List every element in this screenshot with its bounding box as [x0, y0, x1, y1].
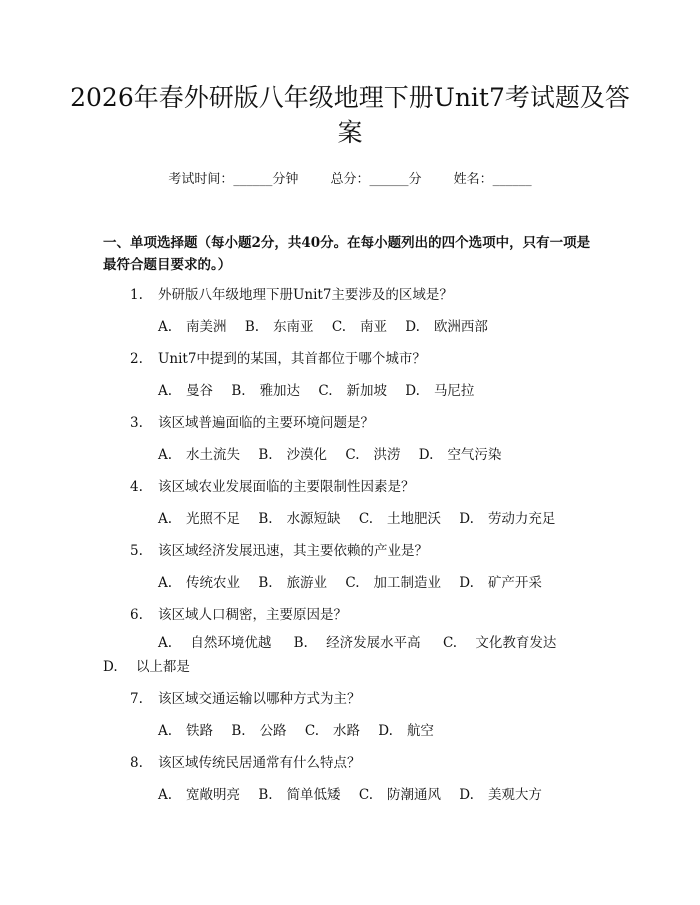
option-letter: B. — [244, 319, 260, 335]
option — [345, 447, 400, 463]
option-letter: C. — [304, 723, 319, 739]
option-text: 劳动力充足 — [487, 511, 556, 527]
question-number: 1. — [130, 287, 143, 303]
option-letter: C. — [345, 575, 360, 591]
option — [359, 787, 441, 803]
option — [305, 723, 360, 739]
option-letter: C. — [358, 511, 373, 527]
option-letter: A. — [158, 723, 173, 739]
option-letter: D. — [459, 511, 474, 527]
option-letter: C. — [358, 787, 373, 803]
option-text: 旅游业 — [286, 575, 328, 591]
option-letter: A. — [158, 383, 173, 399]
question-text: 该区域普遍面临的主要环境问题是？ — [158, 415, 374, 431]
option — [258, 511, 340, 527]
question-number: 5. — [130, 543, 143, 559]
option-text: 空气污染 — [447, 447, 502, 463]
option-text: 沙漠化 — [286, 447, 328, 463]
option-text: 矿产开采 — [487, 575, 542, 591]
question-options — [158, 315, 502, 335]
option-text: 光照不足 — [186, 511, 241, 527]
question-number: 7. — [130, 691, 143, 707]
option — [443, 635, 556, 651]
question-options — [158, 379, 488, 399]
question-number: 3. — [130, 415, 143, 431]
option-text: 公路 — [259, 723, 287, 739]
option-letter: A. — [158, 447, 173, 463]
option-letter: B. — [258, 575, 273, 591]
option-letter: C. — [442, 635, 458, 651]
option — [332, 319, 387, 335]
option-letter: D. — [378, 723, 393, 739]
option-text: 铁路 — [186, 723, 214, 739]
option — [459, 575, 542, 591]
question-number: 2. — [130, 351, 143, 367]
question-number: 6. — [130, 607, 143, 623]
question-options — [158, 783, 556, 803]
option — [258, 447, 327, 463]
name-field: 姓名：______ — [453, 172, 532, 187]
option — [378, 723, 434, 739]
option-text: 南美洲 — [186, 319, 227, 335]
option — [459, 787, 542, 803]
option — [158, 319, 227, 335]
question-options — [158, 719, 448, 739]
option — [245, 319, 314, 335]
option-text: 雅加达 — [259, 383, 301, 399]
option — [258, 787, 340, 803]
option — [158, 575, 240, 591]
option — [459, 511, 555, 527]
option — [405, 319, 488, 335]
question-text: 该区域经济发展迅速，其主要依赖的产业是？ — [158, 543, 428, 559]
option-text: 宽敞明亮 — [186, 787, 241, 803]
question-stem — [130, 283, 453, 303]
option-text: 新加坡 — [346, 383, 387, 399]
question-number: 8. — [130, 755, 143, 771]
option-text: 文化教育发达 — [475, 635, 557, 651]
option-text: 以上都是 — [135, 659, 190, 675]
question-options — [103, 631, 583, 679]
option-text: 东南亚 — [273, 319, 314, 335]
option-text: 马尼拉 — [433, 383, 475, 399]
option-text: 自然环境优越 — [190, 635, 272, 651]
option-text: 欧洲西部 — [433, 319, 488, 335]
option-text: 传统农业 — [186, 575, 241, 591]
question-stem — [130, 475, 415, 495]
option-letter: B. — [258, 511, 273, 527]
option-letter: A. — [158, 787, 173, 803]
question-text: 该区域农业发展面临的主要限制性因素是？ — [158, 479, 415, 495]
question-stem — [130, 687, 361, 707]
option — [231, 383, 300, 399]
question-options — [158, 571, 556, 591]
option-letter: A. — [158, 319, 173, 335]
option — [231, 723, 286, 739]
exam-meta — [0, 168, 700, 187]
question-text: 该区域传统民居通常有什么特点？ — [158, 755, 361, 771]
option-letter: B. — [258, 447, 273, 463]
option-text: 加工制造业 — [373, 575, 441, 591]
option — [158, 447, 240, 463]
option — [158, 723, 213, 739]
option-letter: A. — [158, 635, 173, 651]
question-options — [158, 507, 569, 527]
question-text: 该区域人口稠密，主要原因是？ — [158, 607, 347, 623]
question-text: Unit7中提到的某国，其首都位于哪个城市？ — [158, 351, 426, 367]
option-text: 水源短缺 — [286, 511, 341, 527]
option-letter: A. — [158, 575, 173, 591]
option — [405, 383, 474, 399]
question-stem — [130, 411, 374, 431]
question-text: 外研版八年级地理下册Unit7主要涉及的区域是？ — [158, 287, 453, 303]
exam-time-field: 考试时间：______分钟 — [168, 172, 299, 187]
option-letter: D. — [405, 383, 420, 399]
option-letter: B. — [293, 635, 308, 651]
option-letter: C. — [331, 319, 346, 335]
total-score-field: 总分：______分 — [330, 172, 422, 187]
option-letter: B. — [231, 723, 246, 739]
option-text: 经济发展水平高 — [326, 635, 421, 651]
option — [158, 383, 213, 399]
option-text: 简单低矮 — [286, 787, 341, 803]
option — [158, 511, 240, 527]
option — [258, 575, 327, 591]
section-heading: 一、单项选择题（每小题2分，共40分。在每小题列出的四个选项中，只有一项是最符合题目要求的。） — [103, 235, 591, 273]
page-title: 2026年春外研版八年级地理下册Unit7考试题及答案 — [70, 83, 630, 147]
question-stem — [130, 347, 426, 367]
option-letter: D. — [103, 659, 118, 675]
option-letter: B. — [231, 383, 246, 399]
question-stem — [130, 751, 361, 771]
option — [158, 787, 240, 803]
question-stem — [130, 603, 347, 623]
option-text: 防潮通风 — [387, 787, 441, 803]
option-letter: B. — [258, 787, 273, 803]
option-letter: D. — [405, 319, 420, 335]
option-letter: A. — [158, 511, 173, 527]
question-stem — [130, 539, 428, 559]
option-text: 洪涝 — [373, 447, 401, 463]
option-letter: C. — [318, 383, 333, 399]
option-letter: C. — [345, 447, 360, 463]
option-text: 土地肥沃 — [387, 511, 441, 527]
option-text: 曼谷 — [186, 383, 214, 399]
option-text: 水土流失 — [186, 447, 241, 463]
option-letter: D. — [459, 787, 474, 803]
option-letter: D. — [459, 575, 474, 591]
option — [419, 447, 502, 463]
option — [318, 383, 387, 399]
question-number: 4. — [130, 479, 143, 495]
question-text: 该区域交通运输以哪种方式为主？ — [158, 691, 361, 707]
option-text: 南亚 — [360, 319, 387, 335]
option-text: 美观大方 — [487, 787, 542, 803]
option — [294, 635, 421, 651]
option — [345, 575, 441, 591]
option — [158, 635, 271, 651]
option-text: 航空 — [406, 723, 434, 739]
option — [359, 511, 441, 527]
option-text: 水路 — [333, 723, 360, 739]
question-options — [158, 443, 515, 463]
option — [103, 659, 190, 675]
option-letter: D. — [418, 447, 434, 463]
